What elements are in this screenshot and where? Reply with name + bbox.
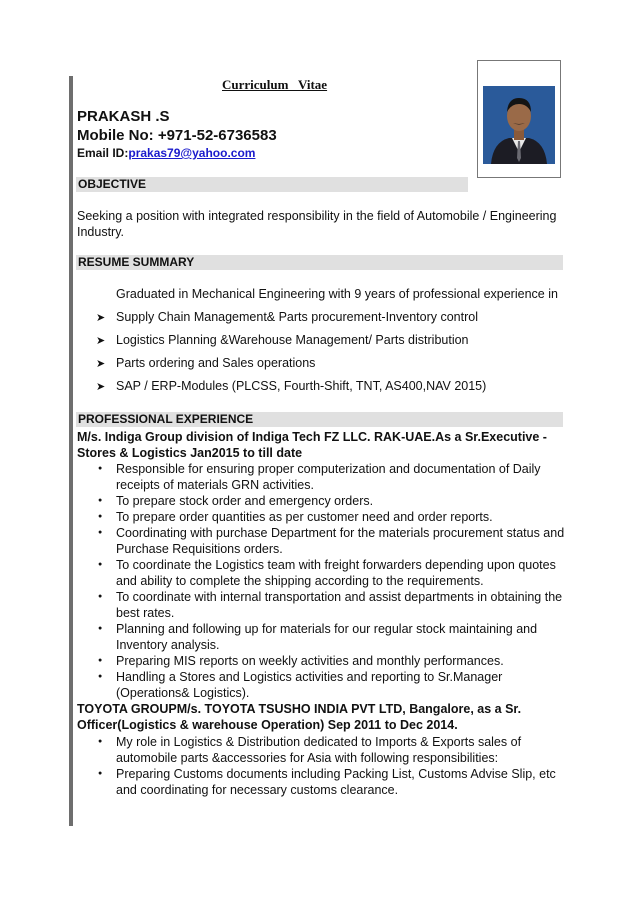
- summary-item: ➤ Supply Chain Management& Parts procurement-Inventory control: [96, 310, 478, 324]
- arrow-bullet-icon: ➤: [96, 358, 106, 370]
- job-responsibilities-toyota: [77, 734, 567, 798]
- email-label: Email ID:: [77, 146, 129, 160]
- document-title: Curriculum Vitae: [222, 77, 328, 92]
- list-item: ● To coordinate with internal transportation and assist departments in obtaining the best rates.: [77, 589, 567, 621]
- profile-photo-frame: [477, 60, 561, 178]
- list-item: ● To prepare stock order and emergency orders.: [77, 493, 567, 509]
- profile-photo: [483, 86, 555, 164]
- objective-text: Seeking a position with integrated responsibility in the field of Automobile / Engineering Industry.: [77, 209, 557, 239]
- list-item: ● Preparing Customs documents including Packing List, Customs Advise Slip, etc and coordinating for necessary customs clearance.: [77, 766, 567, 798]
- arrow-bullet-icon: ➤: [96, 381, 106, 393]
- professional-experience-heading: PROFESSIONAL EXPERIENCE: [76, 412, 563, 427]
- list-item: ● Handling a Stores and Logistics activities and reporting to Sr.Manager (Operations& Logistics).: [77, 669, 567, 701]
- objective-heading: OBJECTIVE: [76, 177, 468, 192]
- list-item: ● Preparing MIS reports on weekly activities and monthly performances.: [77, 653, 567, 669]
- list-item: ● My role in Logistics & Distribution dedicated to Imports & Exports sales of automobile parts &accessories for Asia with following responsibilities:: [77, 734, 567, 766]
- job-title-toyota: TOYOTA GROUPM/s. TOYOTA TSUSHO INDIA PVT LTD, Bangalore, as a Sr. Officer(Logistics & warehouse Operation) Sep 2011 to Dec 2014.: [77, 702, 522, 732]
- summary-item: ➤ Logistics Planning &Warehouse Management/ Parts distribution: [96, 333, 469, 347]
- job-title-indiga: M/s. Indiga Group division of Indiga Tech FZ LLC. RAK-UAE.As a Sr.Executive - Stores & Logistics Jan2015 to till date: [77, 430, 547, 460]
- arrow-bullet-icon: ➤: [96, 312, 106, 324]
- arrow-bullet-icon: ➤: [96, 335, 106, 347]
- list-item: ● To prepare order quantities as per customer need and order reports.: [77, 509, 567, 525]
- resume-summary-heading: RESUME SUMMARY: [76, 255, 563, 270]
- email-link[interactable]: prakas79@yahoo.com: [128, 146, 256, 160]
- candidate-name: PRAKASH .S: [77, 108, 170, 125]
- job-responsibilities-indiga: [77, 461, 567, 701]
- list-item: ● Coordinating with purchase Department for the materials procurement status and Purchase Requisitions orders.: [77, 525, 567, 557]
- email-line: [77, 146, 255, 160]
- list-item: ● Responsible for ensuring proper computerization and documentation of Daily receipts of materials GRN activities.: [77, 461, 567, 493]
- mobile-number: Mobile No: +971-52-6736583: [77, 127, 277, 144]
- list-item: ● To coordinate the Logistics team with freight forwarders depending upon quotes and ability to complete the shipping according to the requirements.: [77, 557, 567, 589]
- summary-item: ➤ SAP / ERP-Modules (PLCSS, Fourth-Shift, TNT, AS400,NAV 2015): [96, 379, 487, 393]
- summary-item: ➤ Parts ordering and Sales operations: [96, 356, 316, 370]
- left-margin-rule: [69, 76, 73, 826]
- list-item: ● Planning and following up for materials for our regular stock maintaining and Inventory analysis.: [77, 621, 567, 653]
- summary-intro: Graduated in Mechanical Engineering with 9 years of professional experience in: [116, 287, 558, 301]
